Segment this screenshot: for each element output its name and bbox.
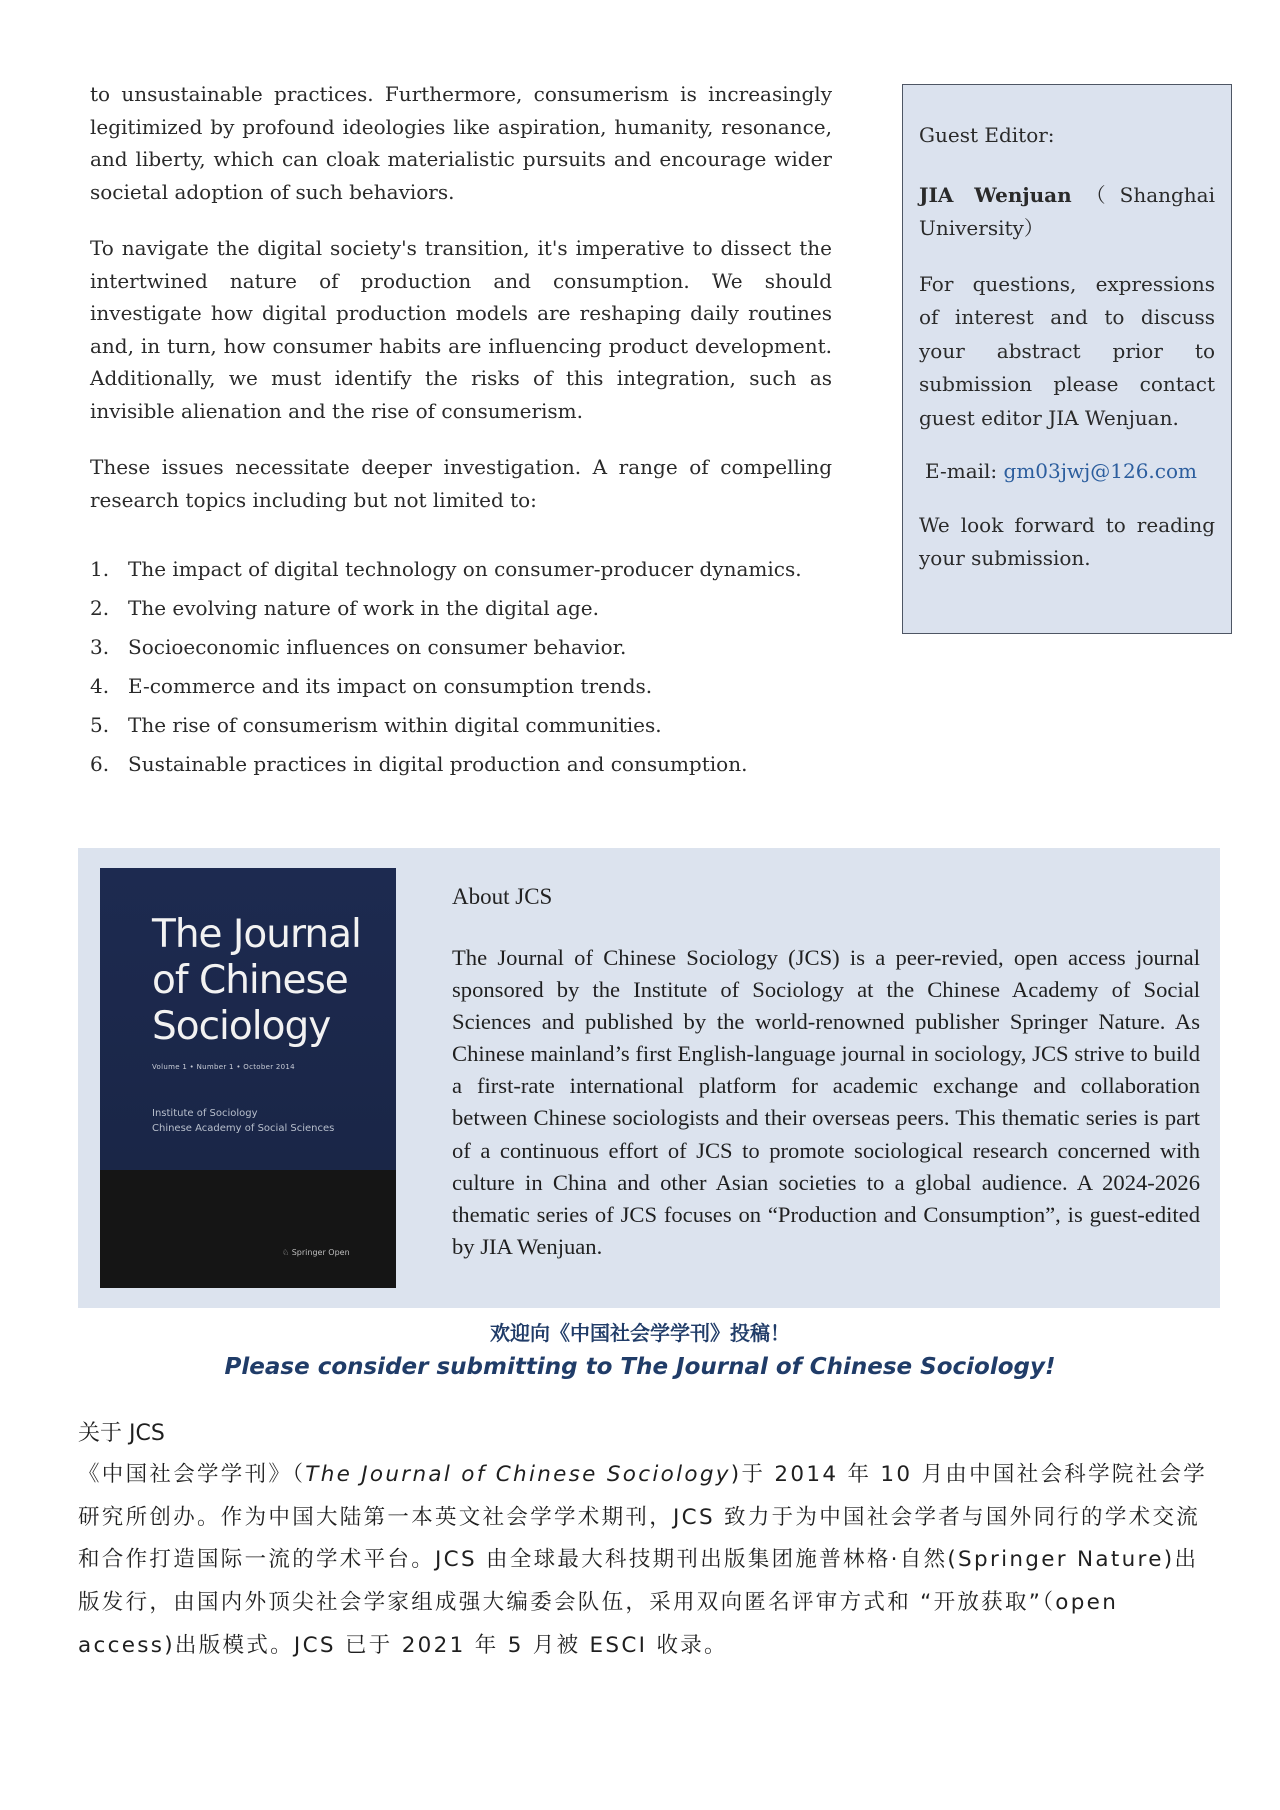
- intro-paragraph: To navigate the digital society's transition, it's imperative to dissect the intertwined nature of production and consumption. We should investigate how digital production models are reshaping daily routines and, in turn, how consumer habits are influencing product development. Additionally, we must identify the risks of this integration, such as invisible alienation and the rise of consumerism.: [90, 236, 832, 423]
- email-link[interactable]: gm03jwj@126.com: [1003, 459, 1197, 483]
- cover-institute-line: Institute of Sociology: [152, 1108, 258, 1119]
- list-item-text: The rise of consumerism within digital communities.: [128, 713, 662, 737]
- list-item-text: The evolving nature of work in the digital age.: [128, 596, 599, 620]
- list-item: [90, 593, 832, 632]
- cover-volume-info: Volume 1 • Number 1 • October 2014: [152, 1063, 295, 1071]
- journal-name-italic: The Journal of Chinese Sociology: [305, 1462, 731, 1487]
- list-item: [90, 554, 832, 593]
- guest-editor-label: Guest Editor:: [919, 123, 1055, 147]
- email-label: E-mail:: [925, 459, 1004, 483]
- cover-bottom-band: [100, 1170, 396, 1288]
- list-item-number: 6.: [90, 752, 110, 776]
- cover-institute: [152, 1106, 372, 1136]
- about-title: About JCS: [452, 884, 553, 909]
- chinese-section-heading: 关于 JCS: [78, 1421, 165, 1446]
- cover-title-line: Sociology: [152, 1004, 331, 1049]
- call-to-submit-chinese: 欢迎向《中国社会学学刊》投稿！: [490, 1321, 790, 1345]
- contact-instructions: For questions, expressions of interest and to discuss your abstract prior to submission please contact guest editor JIA Wenjuan.: [919, 271, 1215, 430]
- cover-title-line: The Journal: [152, 912, 361, 957]
- list-item-text: The impact of digital technology on consumer-producer dynamics.: [128, 557, 802, 581]
- list-item-number: 4.: [90, 674, 110, 698]
- intro-paragraph: These issues necessitate deeper investigation. A range of compelling research topics including but not limited to:: [90, 455, 832, 512]
- cover-publisher-logo: [282, 1248, 350, 1257]
- list-item-number: 3.: [90, 635, 110, 659]
- list-item-number: 5.: [90, 713, 110, 737]
- cover-publisher-name: Springer Open: [291, 1248, 350, 1257]
- intro-paragraph: to unsustainable practices. Furthermore, consumerism is increasingly legitimized by profound ideologies like aspiration, humanity, resonance, and liberty, which can cloak materialistic pursuits and encourage wider societal adoption of such behaviors.: [90, 82, 832, 204]
- guest-editor-affiliation: （Shanghai University）: [919, 182, 1216, 240]
- list-item-text: Socioeconomic influences on consumer behavior.: [128, 635, 627, 659]
- research-topics-list: [90, 554, 832, 788]
- journal-cover-image: [100, 868, 396, 1288]
- chinese-section-body: [78, 1454, 1220, 1668]
- closing-text: We look forward to reading your submission.: [919, 512, 1215, 570]
- list-item: [90, 671, 832, 710]
- call-to-submit-english: Please consider submitting to The Journal of Chinese Sociology!: [224, 1354, 1056, 1380]
- about-jcs-panel: [78, 848, 1220, 1308]
- list-item-number: 2.: [90, 596, 110, 620]
- cover-institute-line: Chinese Academy of Social Sciences: [152, 1123, 335, 1134]
- cover-title: [152, 912, 361, 1050]
- intro-section: [90, 78, 832, 516]
- list-item: [90, 632, 832, 671]
- guest-editor-box: [902, 84, 1232, 634]
- guest-editor-name: JIA Wenjuan: [919, 182, 1072, 207]
- list-item-text: Sustainable practices in digital production and consumption.: [128, 752, 748, 776]
- list-item-text: E-commerce and its impact on consumption trends.: [128, 674, 653, 698]
- chinese-body-prefix: 《中国社会学学刊》（: [78, 1462, 306, 1487]
- list-item: [90, 749, 832, 788]
- list-item: [90, 710, 832, 749]
- email-line: [919, 455, 1215, 489]
- about-body: The Journal of Chinese Sociology (JCS) is a peer-revied, open access journal sponsored by the Institute of Sociology at the Chinese Academy of Social Sciences and published by the world-renowned publisher Springer Nature. As Chinese mainland’s first English-language journal in sociology, JCS strive to build a first-rate international platform for academic exchange and collaboration between Chinese sociologists and their overseas peers. This thematic series is part of a continuous effort of JCS to promote sociological research concerned with culture in China and other Asian societies to a global audience. A 2024-2026 thematic series of JCS focuses on “Production and Consumption”, is guest-edited by JIA Wenjuan.: [452, 945, 1200, 1259]
- list-item-number: 1.: [90, 557, 110, 581]
- guest-editor-info: [919, 179, 1215, 246]
- springer-logo-icon: ♘: [282, 1248, 292, 1257]
- chinese-body-text: )于 2014 年 10 月由中国社会科学院社会学研究所创办。作为中国大陆第一本英文社会学学术期刊，JCS 致力于为中国社会学者与国外同行的学术交流和合作打造国际一流的学术平台。JCS 由全球最大科技期刊出版集团施普林格·自然(Springer Nature)出版发行，由国内外顶尖社会学家组成强大编委会队伍，采用双向匿名评审方式和 “开放获取”（open access)出版模式。JCS 已于 2021 年 5 月被 ESCI 收录。: [78, 1462, 1208, 1658]
- cover-title-line: of Chinese: [152, 958, 348, 1003]
